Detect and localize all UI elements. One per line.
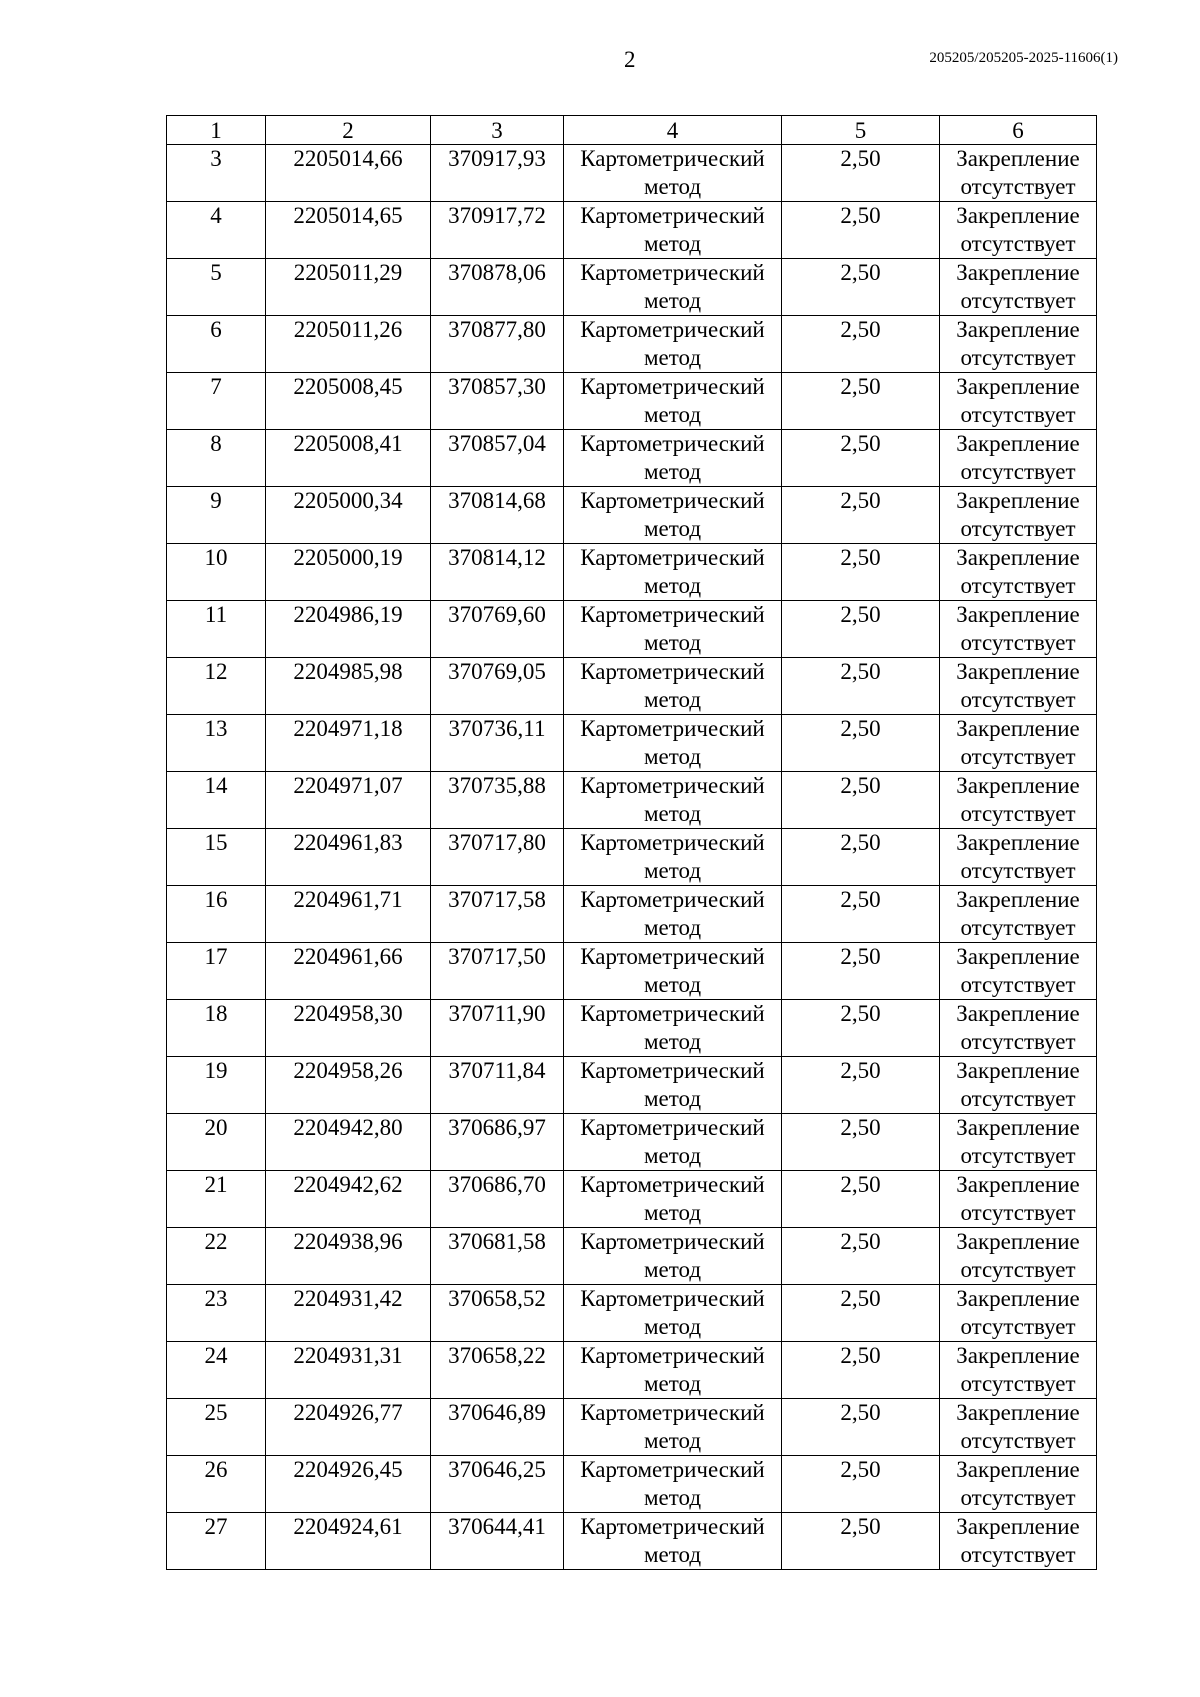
table-row	[167, 601, 1097, 658]
fixation-cell	[940, 1228, 1097, 1285]
fixation-cell	[940, 1513, 1097, 1570]
point-number-cell: 24	[167, 1342, 266, 1399]
fixation-line-1: Закрепление	[956, 146, 1080, 171]
method-line-1: Картометрический	[580, 887, 765, 912]
fixation-line-2: отсутствует	[960, 1086, 1076, 1111]
method-line-2: метод	[643, 1200, 702, 1225]
fixation-line-2: отсутствует	[960, 1200, 1076, 1225]
table-row	[167, 373, 1097, 430]
fixation-cell	[940, 1171, 1097, 1228]
method-line-1: Картометрический	[580, 602, 765, 627]
fixation-cell	[940, 1399, 1097, 1456]
method-line-2: метод	[643, 630, 702, 655]
accuracy-cell: 2,50	[782, 772, 940, 829]
table-row	[167, 544, 1097, 601]
point-number-cell: 18	[167, 1000, 266, 1057]
header-row	[167, 116, 1097, 145]
x-coordinate-cell: 2204942,80	[266, 1114, 431, 1171]
method-line-2: метод	[643, 1029, 702, 1054]
fixation-line-2: отсутствует	[960, 630, 1076, 655]
method-cell	[564, 1228, 782, 1285]
accuracy-cell: 2,50	[782, 202, 940, 259]
x-coordinate-cell: 2204931,31	[266, 1342, 431, 1399]
point-number-cell: 20	[167, 1114, 266, 1171]
fixation-line-2: отсутствует	[960, 1143, 1076, 1168]
x-coordinate-cell: 2204961,83	[266, 829, 431, 886]
table-row	[167, 145, 1097, 202]
fixation-line-1: Закрепление	[956, 659, 1080, 684]
fixation-line-2: отсутствует	[960, 1371, 1076, 1396]
accuracy-cell: 2,50	[782, 1171, 940, 1228]
method-cell	[564, 829, 782, 886]
fixation-line-1: Закрепление	[956, 1172, 1080, 1197]
fixation-line-2: отсутствует	[960, 1029, 1076, 1054]
fixation-line-2: отсутствует	[960, 231, 1076, 256]
document-id: 205205/205205-2025-11606(1)	[929, 50, 1118, 66]
table-row	[167, 1342, 1097, 1399]
method-line-1: Картометрический	[580, 1001, 765, 1026]
table-row	[167, 1228, 1097, 1285]
fixation-line-2: отсутствует	[960, 516, 1076, 541]
y-coordinate-cell: 370717,50	[431, 943, 564, 1000]
method-cell	[564, 715, 782, 772]
method-line-2: метод	[643, 858, 702, 883]
fixation-cell	[940, 772, 1097, 829]
table-row	[167, 1171, 1097, 1228]
x-coordinate-cell: 2204926,77	[266, 1399, 431, 1456]
table-row	[167, 943, 1097, 1000]
table-row	[167, 1057, 1097, 1114]
x-coordinate-cell: 2204961,66	[266, 943, 431, 1000]
method-line-2: метод	[643, 1086, 702, 1111]
method-cell	[564, 487, 782, 544]
point-number-cell: 4	[167, 202, 266, 259]
fixation-cell	[940, 1285, 1097, 1342]
fixation-line-1: Закрепление	[956, 1400, 1080, 1425]
method-line-2: метод	[643, 1314, 702, 1339]
method-cell	[564, 430, 782, 487]
point-number-cell: 3	[167, 145, 266, 202]
table-row	[167, 829, 1097, 886]
accuracy-cell: 2,50	[782, 1114, 940, 1171]
fixation-line-1: Закрепление	[956, 1115, 1080, 1140]
fixation-cell	[940, 658, 1097, 715]
fixation-line-1: Закрепление	[956, 1343, 1080, 1368]
x-coordinate-cell: 2204926,45	[266, 1456, 431, 1513]
accuracy-cell: 2,50	[782, 886, 940, 943]
point-number-cell: 6	[167, 316, 266, 373]
y-coordinate-cell: 370814,68	[431, 487, 564, 544]
method-line-2: метод	[643, 972, 702, 997]
point-number-cell: 16	[167, 886, 266, 943]
method-line-1: Картометрический	[580, 1343, 765, 1368]
table-row	[167, 715, 1097, 772]
point-number-cell: 5	[167, 259, 266, 316]
fixation-line-1: Закрепление	[956, 1286, 1080, 1311]
method-line-2: метод	[643, 1371, 702, 1396]
page-number: 2	[624, 47, 636, 72]
x-coordinate-cell: 2204938,96	[266, 1228, 431, 1285]
table-row	[167, 1285, 1097, 1342]
method-line-1: Картометрический	[580, 1115, 765, 1140]
y-coordinate-cell: 370917,93	[431, 145, 564, 202]
fixation-cell	[940, 1057, 1097, 1114]
method-line-1: Картометрический	[580, 1400, 765, 1425]
y-coordinate-cell: 370857,30	[431, 373, 564, 430]
y-coordinate-cell: 370711,90	[431, 1000, 564, 1057]
x-coordinate-cell: 2205000,34	[266, 487, 431, 544]
fixation-line-2: отсутствует	[960, 1485, 1076, 1510]
y-coordinate-cell: 370711,84	[431, 1057, 564, 1114]
x-coordinate-cell: 2204971,07	[266, 772, 431, 829]
fixation-cell	[940, 259, 1097, 316]
accuracy-cell: 2,50	[782, 373, 940, 430]
y-coordinate-cell: 370735,88	[431, 772, 564, 829]
point-number-cell: 21	[167, 1171, 266, 1228]
accuracy-cell: 2,50	[782, 430, 940, 487]
accuracy-cell: 2,50	[782, 316, 940, 373]
fixation-line-1: Закрепление	[956, 944, 1080, 969]
table-row	[167, 202, 1097, 259]
accuracy-cell: 2,50	[782, 1456, 940, 1513]
y-coordinate-cell: 370717,58	[431, 886, 564, 943]
method-line-2: метод	[643, 573, 702, 598]
fixation-line-1: Закрепление	[956, 203, 1080, 228]
method-line-1: Картометрический	[580, 431, 765, 456]
table-row	[167, 772, 1097, 829]
accuracy-cell: 2,50	[782, 259, 940, 316]
fixation-line-1: Закрепление	[956, 1001, 1080, 1026]
method-line-1: Картометрический	[580, 1172, 765, 1197]
column-header-3: 3	[431, 116, 564, 145]
fixation-line-2: отсутствует	[960, 573, 1076, 598]
method-cell	[564, 1000, 782, 1057]
fixation-line-1: Закрепление	[956, 887, 1080, 912]
y-coordinate-cell: 370769,05	[431, 658, 564, 715]
x-coordinate-cell: 2205008,41	[266, 430, 431, 487]
fixation-cell	[940, 316, 1097, 373]
table-row	[167, 1513, 1097, 1570]
method-line-1: Картометрический	[580, 1457, 765, 1482]
accuracy-cell: 2,50	[782, 145, 940, 202]
accuracy-cell: 2,50	[782, 829, 940, 886]
fixation-cell	[940, 1114, 1097, 1171]
accuracy-cell: 2,50	[782, 487, 940, 544]
y-coordinate-cell: 370877,80	[431, 316, 564, 373]
point-number-cell: 8	[167, 430, 266, 487]
accuracy-cell: 2,50	[782, 601, 940, 658]
fixation-cell	[940, 430, 1097, 487]
x-coordinate-cell: 2204931,42	[266, 1285, 431, 1342]
method-cell	[564, 1057, 782, 1114]
method-cell	[564, 772, 782, 829]
method-cell	[564, 601, 782, 658]
fixation-cell	[940, 943, 1097, 1000]
y-coordinate-cell: 370681,58	[431, 1228, 564, 1285]
method-line-2: метод	[643, 231, 702, 256]
x-coordinate-cell: 2205014,66	[266, 145, 431, 202]
table-row	[167, 1000, 1097, 1057]
method-line-1: Картометрический	[580, 1229, 765, 1254]
x-coordinate-cell: 2204924,61	[266, 1513, 431, 1570]
method-line-2: метод	[643, 1485, 702, 1510]
point-number-cell: 9	[167, 487, 266, 544]
y-coordinate-cell: 370878,06	[431, 259, 564, 316]
fixation-cell	[940, 601, 1097, 658]
table-row	[167, 1114, 1097, 1171]
method-line-2: метод	[643, 1542, 702, 1567]
method-cell	[564, 1513, 782, 1570]
method-line-1: Картометрический	[580, 1514, 765, 1539]
fixation-line-2: отсутствует	[960, 915, 1076, 940]
accuracy-cell: 2,50	[782, 1513, 940, 1570]
method-cell	[564, 1285, 782, 1342]
point-number-cell: 12	[167, 658, 266, 715]
fixation-cell	[940, 544, 1097, 601]
column-header-4: 4	[564, 116, 782, 145]
method-cell	[564, 1342, 782, 1399]
fixation-line-1: Закрепление	[956, 1457, 1080, 1482]
method-line-2: метод	[643, 744, 702, 769]
method-cell	[564, 943, 782, 1000]
method-cell	[564, 544, 782, 601]
x-coordinate-cell: 2204985,98	[266, 658, 431, 715]
fixation-line-1: Закрепление	[956, 1058, 1080, 1083]
fixation-line-2: отсутствует	[960, 1314, 1076, 1339]
accuracy-cell: 2,50	[782, 715, 940, 772]
x-coordinate-cell: 2205011,26	[266, 316, 431, 373]
fixation-line-2: отсутствует	[960, 1428, 1076, 1453]
fixation-line-1: Закрепление	[956, 773, 1080, 798]
table-body	[167, 145, 1097, 1570]
point-number-cell: 17	[167, 943, 266, 1000]
point-number-cell: 19	[167, 1057, 266, 1114]
fixation-line-2: отсутствует	[960, 345, 1076, 370]
y-coordinate-cell: 370686,70	[431, 1171, 564, 1228]
fixation-cell	[940, 829, 1097, 886]
method-line-1: Картометрический	[580, 716, 765, 741]
method-cell	[564, 1399, 782, 1456]
table-row	[167, 658, 1097, 715]
accuracy-cell: 2,50	[782, 1399, 940, 1456]
point-number-cell: 13	[167, 715, 266, 772]
method-line-1: Картометрический	[580, 203, 765, 228]
table-row	[167, 316, 1097, 373]
y-coordinate-cell: 370736,11	[431, 715, 564, 772]
fixation-line-1: Закрепление	[956, 1229, 1080, 1254]
method-cell	[564, 886, 782, 943]
fixation-line-1: Закрепление	[956, 716, 1080, 741]
x-coordinate-cell: 2204986,19	[266, 601, 431, 658]
x-coordinate-cell: 2204958,26	[266, 1057, 431, 1114]
x-coordinate-cell: 2204971,18	[266, 715, 431, 772]
accuracy-cell: 2,50	[782, 943, 940, 1000]
x-coordinate-cell: 2205000,19	[266, 544, 431, 601]
table-header	[167, 116, 1097, 145]
table-row	[167, 259, 1097, 316]
method-cell	[564, 1456, 782, 1513]
method-line-1: Картометрический	[580, 374, 765, 399]
fixation-cell	[940, 202, 1097, 259]
x-coordinate-cell: 2204961,71	[266, 886, 431, 943]
method-line-1: Картометрический	[580, 830, 765, 855]
fixation-cell	[940, 487, 1097, 544]
point-number-cell: 25	[167, 1399, 266, 1456]
column-header-5: 5	[782, 116, 940, 145]
fixation-line-2: отсутствует	[960, 972, 1076, 997]
point-number-cell: 22	[167, 1228, 266, 1285]
method-line-2: метод	[643, 459, 702, 484]
y-coordinate-cell: 370644,41	[431, 1513, 564, 1570]
fixation-line-1: Закрепление	[956, 830, 1080, 855]
method-cell	[564, 1171, 782, 1228]
y-coordinate-cell: 370646,25	[431, 1456, 564, 1513]
method-line-1: Картометрический	[580, 773, 765, 798]
fixation-line-1: Закрепление	[956, 260, 1080, 285]
method-cell	[564, 1114, 782, 1171]
method-line-1: Картометрический	[580, 146, 765, 171]
y-coordinate-cell: 370814,12	[431, 544, 564, 601]
table-row	[167, 886, 1097, 943]
table-row	[167, 430, 1097, 487]
fixation-line-1: Закрепление	[956, 545, 1080, 570]
accuracy-cell: 2,50	[782, 658, 940, 715]
method-cell	[564, 202, 782, 259]
table-row	[167, 487, 1097, 544]
method-line-1: Картометрический	[580, 260, 765, 285]
table-row	[167, 1399, 1097, 1456]
fixation-line-2: отсутствует	[960, 1257, 1076, 1282]
method-line-2: метод	[643, 1143, 702, 1168]
column-header-6: 6	[940, 116, 1097, 145]
fixation-line-2: отсутствует	[960, 687, 1076, 712]
fixation-cell	[940, 373, 1097, 430]
method-cell	[564, 658, 782, 715]
method-cell	[564, 373, 782, 430]
table-row	[167, 1456, 1097, 1513]
method-line-2: метод	[643, 687, 702, 712]
x-coordinate-cell: 2204942,62	[266, 1171, 431, 1228]
fixation-line-2: отсутствует	[960, 858, 1076, 883]
fixation-line-2: отсутствует	[960, 174, 1076, 199]
method-cell	[564, 145, 782, 202]
fixation-cell	[940, 1456, 1097, 1513]
x-coordinate-cell: 2205011,29	[266, 259, 431, 316]
method-line-2: метод	[643, 174, 702, 199]
method-line-1: Картометрический	[580, 1058, 765, 1083]
method-cell	[564, 259, 782, 316]
y-coordinate-cell: 370658,22	[431, 1342, 564, 1399]
point-number-cell: 15	[167, 829, 266, 886]
fixation-line-2: отсутствует	[960, 1542, 1076, 1567]
fixation-line-1: Закрепление	[956, 1514, 1080, 1539]
fixation-cell	[940, 886, 1097, 943]
accuracy-cell: 2,50	[782, 1285, 940, 1342]
coordinates-table	[166, 115, 1097, 1570]
accuracy-cell: 2,50	[782, 544, 940, 601]
method-line-2: метод	[643, 915, 702, 940]
fixation-line-1: Закрепление	[956, 431, 1080, 456]
point-number-cell: 14	[167, 772, 266, 829]
fixation-line-1: Закрепление	[956, 602, 1080, 627]
y-coordinate-cell: 370658,52	[431, 1285, 564, 1342]
x-coordinate-cell: 2205014,65	[266, 202, 431, 259]
accuracy-cell: 2,50	[782, 1057, 940, 1114]
method-line-1: Картометрический	[580, 659, 765, 684]
point-number-cell: 27	[167, 1513, 266, 1570]
y-coordinate-cell: 370646,89	[431, 1399, 564, 1456]
fixation-cell	[940, 715, 1097, 772]
column-header-1: 1	[167, 116, 266, 145]
point-number-cell: 11	[167, 601, 266, 658]
fixation-line-1: Закрепление	[956, 488, 1080, 513]
y-coordinate-cell: 370857,04	[431, 430, 564, 487]
y-coordinate-cell: 370717,80	[431, 829, 564, 886]
y-coordinate-cell: 370686,97	[431, 1114, 564, 1171]
point-number-cell: 10	[167, 544, 266, 601]
column-header-2: 2	[266, 116, 431, 145]
y-coordinate-cell: 370917,72	[431, 202, 564, 259]
fixation-line-2: отсутствует	[960, 744, 1076, 769]
fixation-line-2: отсутствует	[960, 288, 1076, 313]
fixation-cell	[940, 145, 1097, 202]
accuracy-cell: 2,50	[782, 1342, 940, 1399]
method-line-1: Картометрический	[580, 545, 765, 570]
method-cell	[564, 316, 782, 373]
accuracy-cell: 2,50	[782, 1228, 940, 1285]
fixation-line-1: Закрепление	[956, 317, 1080, 342]
y-coordinate-cell: 370769,60	[431, 601, 564, 658]
method-line-2: метод	[643, 1257, 702, 1282]
point-number-cell: 23	[167, 1285, 266, 1342]
method-line-2: метод	[643, 516, 702, 541]
fixation-line-2: отсутствует	[960, 402, 1076, 427]
point-number-cell: 26	[167, 1456, 266, 1513]
method-line-2: метод	[643, 288, 702, 313]
accuracy-cell: 2,50	[782, 1000, 940, 1057]
method-line-1: Картометрический	[580, 488, 765, 513]
method-line-2: метод	[643, 345, 702, 370]
fixation-cell	[940, 1342, 1097, 1399]
fixation-cell	[940, 1000, 1097, 1057]
x-coordinate-cell: 2204958,30	[266, 1000, 431, 1057]
method-line-2: метод	[643, 1428, 702, 1453]
fixation-line-2: отсутствует	[960, 459, 1076, 484]
method-line-1: Картометрический	[580, 317, 765, 342]
method-line-2: метод	[643, 402, 702, 427]
x-coordinate-cell: 2205008,45	[266, 373, 431, 430]
fixation-line-2: отсутствует	[960, 801, 1076, 826]
method-line-2: метод	[643, 801, 702, 826]
point-number-cell: 7	[167, 373, 266, 430]
method-line-1: Картометрический	[580, 1286, 765, 1311]
fixation-line-1: Закрепление	[956, 374, 1080, 399]
method-line-1: Картометрический	[580, 944, 765, 969]
